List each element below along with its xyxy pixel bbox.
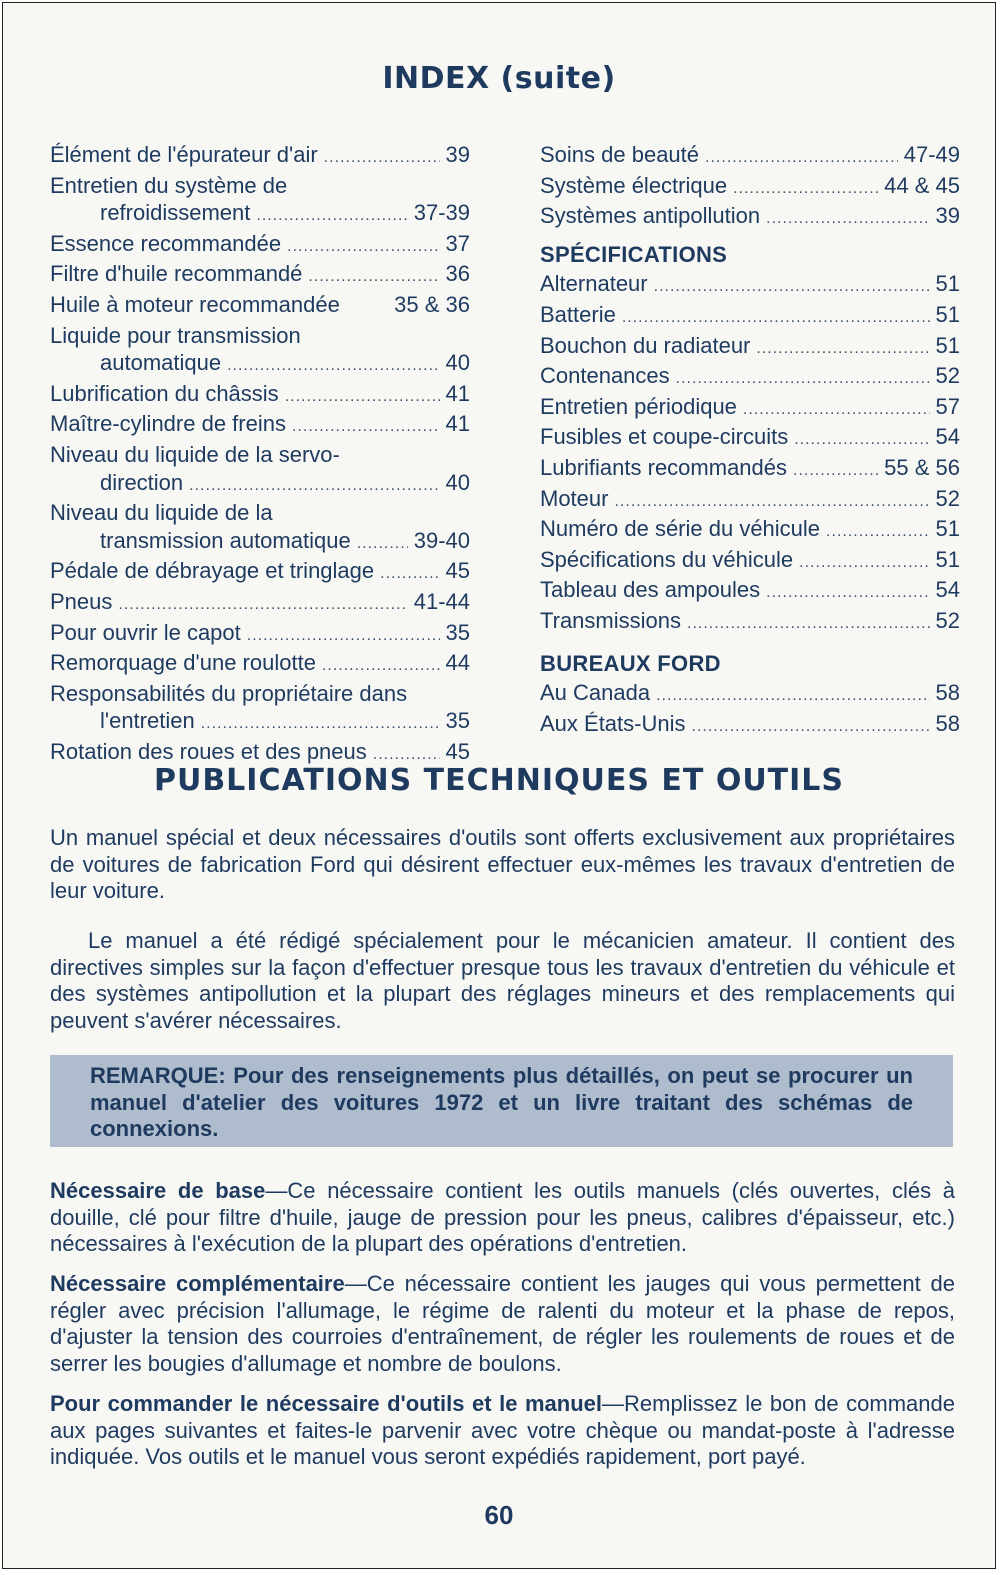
- index-entry: Soins de beauté ..... 47-49: [540, 141, 960, 172]
- index-entry-line: Niveau du liquide de la: [50, 500, 273, 526]
- complementary-kit-paragraph: Nécessaire complémentaire—Ce nécessaire contient les jauges qui vous permettent de régler avec précision l'allumage, le régime de ralenti du moteur et la phase de repos, d'ajuster la tension des courroies d'entraînement, de régler les roulements de roues et de serrer les bougies d'allumage et nombre de boulons.: [50, 1271, 955, 1376]
- index-entry: Lubrifiants recommandés ..... 55 & 56: [540, 454, 960, 485]
- index-entry: Pour ouvrir le capot ..... 35: [50, 619, 470, 650]
- index-entry: Spécifications du véhicule ..... 51: [540, 546, 960, 577]
- index-entry: Élément de l'épurateur d'air ..... 39: [50, 141, 470, 172]
- index-entry-line: Entretien du système de: [50, 172, 288, 198]
- index-right-column: [540, 141, 960, 740]
- index-entry: Rotation des roues et des pneus ..... 45: [50, 738, 470, 769]
- index-entry: refroidissement ..... 37-39: [50, 199, 470, 230]
- index-entry: Au Canada ..... 58: [540, 679, 960, 710]
- index-entry: l'entretien ..... 35: [50, 707, 470, 738]
- remark-box: REMARQUE: Pour des renseignements plus détaillés, on peut se procurer un manuel d'atelier des voitures 1972 et un livre traitant des schémas de connexions.: [50, 1055, 953, 1147]
- ford-offices-heading: BUREAUX FORD: [540, 650, 721, 676]
- specifications-heading: SPÉCIFICATIONS: [540, 241, 728, 267]
- index-entry: Pédale de débrayage et tringlage ..... 45: [50, 557, 470, 588]
- index-entry: Entretien périodique ..... 57: [540, 393, 960, 424]
- index-entry: Filtre d'huile recommandé ..... 36: [50, 260, 470, 291]
- index-entry: Tableau des ampoules ..... 54: [540, 576, 960, 607]
- index-entry: Huile à moteur recommandée 35 & 36: [50, 291, 470, 317]
- index-entry: transmission automatique ..... 39-40: [50, 527, 470, 558]
- index-entry: Essence recommandée ..... 37: [50, 230, 470, 261]
- index-entry: Moteur ..... 52: [540, 485, 960, 516]
- index-entry: Fusibles et coupe-circuits ..... 54: [540, 423, 960, 454]
- index-entry: Pneus ..... 41-44: [50, 588, 470, 619]
- basic-kit-paragraph: Nécessaire de base—Ce nécessaire contient les outils manuels (clés ouvertes, clés à douille, clé pour filtre d'huile, jauge de pression pour les pneus, calibres d'épaisseur, etc.) nécessaires à l'exécution de la plupart des opérations d'entretien.: [50, 1178, 955, 1256]
- index-title: INDEX (suite): [382, 61, 616, 96]
- index-entry-line: Niveau du liquide de la servo-: [50, 441, 340, 467]
- index-entry-line: Responsabilités du propriétaire dans: [50, 680, 408, 706]
- index-entry: Lubrification du châssis ..... 41: [50, 380, 470, 411]
- index-entry: Alternateur ..... 51: [540, 270, 960, 301]
- index-entry: direction ..... 40: [50, 469, 470, 500]
- index-entry: Batterie ..... 51: [540, 301, 960, 332]
- order-paragraph: Pour commander le nécessaire d'outils et le manuel—Remplissez le bon de commande aux pages suivantes et faites-le parvenir avec votre chèque ou mandat-poste à l'adresse indiquée. Vos outils et le manuel vous seront expédiés rapidement, port payé.: [50, 1391, 955, 1469]
- index-entry: Aux États-Unis ..... 58: [540, 710, 960, 741]
- publications-heading: PUBLICATIONS TECHNIQUES ET OUTILS: [153, 763, 845, 798]
- index-entry: Système électrique ..... 44 & 45: [540, 172, 960, 203]
- index-entry-line: Liquide pour transmission: [50, 322, 301, 348]
- manual-page: [2, 2, 996, 1569]
- index-entry: Numéro de série du véhicule ..... 51: [540, 515, 960, 546]
- index-entry: Remorquage d'une roulotte ..... 44: [50, 649, 470, 680]
- index-entry: Bouchon du radiateur ..... 51: [540, 332, 960, 363]
- index-entry: Transmissions ..... 52: [540, 607, 960, 638]
- intro-paragraph: Un manuel spécial et deux nécessaires d'outils sont offerts exclusivement aux propriétaires de voitures de fabrication Ford qui désirent effectuer eux-mêmes les travaux d'entretien de leur voiture.: [50, 825, 955, 903]
- index-entry: Contenances ..... 52: [540, 362, 960, 393]
- index-entry: automatique ..... 40: [50, 349, 470, 380]
- manual-paragraph: Le manuel a été rédigé spécialement pour le mécanicien amateur. Il contient des directives simples sur la façon d'effectuer presque tous les travaux d'entretien du véhicule et des systèmes antipollution et la plupart des réglages mineurs et des remplacements qui peuvent s'avérer nécessaires.: [50, 928, 955, 1033]
- index-entry: Systèmes antipollution ..... 39: [540, 202, 960, 233]
- page-number: 60: [484, 1500, 514, 1530]
- index-entry: Maître-cylindre de freins ..... 41: [50, 410, 470, 441]
- index-left-column: [50, 141, 470, 768]
